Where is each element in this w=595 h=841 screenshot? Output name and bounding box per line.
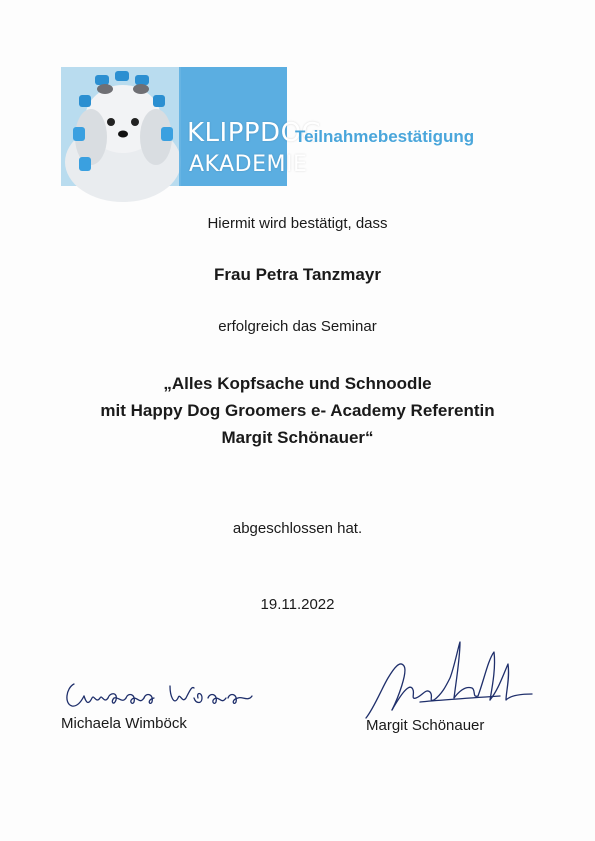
- document-type-heading: Teilnahmebestätigung: [295, 127, 475, 146]
- signature-margit-schoenauer: [360, 638, 535, 723]
- intro-text: Hiermit wird bestätigt, dass: [207, 215, 388, 232]
- seminar-title-line-3: Margit Schönauer“: [221, 428, 374, 447]
- participant-name: Frau Petra Tanzmayr: [214, 265, 381, 284]
- seminar-title: [0, 370, 595, 451]
- signatory-name-right: Margit Schönauer: [366, 717, 485, 734]
- certificate-date: 19.11.2022: [260, 596, 335, 613]
- logo-line-1: KLIPPDOG: [187, 118, 323, 148]
- seminar-intro-text: erfolgreich das Seminar: [218, 318, 377, 335]
- seminar-title-line-1: „Alles Kopfsache und Schnoodle: [163, 374, 432, 393]
- signature-michaela-wimboeck: [62, 676, 257, 716]
- closing-text: abgeschlossen hat.: [232, 520, 363, 537]
- seminar-title-line-2: mit Happy Dog Groomers e- Academy Referentin: [100, 401, 495, 420]
- signatory-name-left: Michaela Wimböck: [61, 715, 187, 732]
- logo-line-2: AKADEMIE: [189, 152, 308, 177]
- klippdog-akademie-logo: [61, 67, 323, 186]
